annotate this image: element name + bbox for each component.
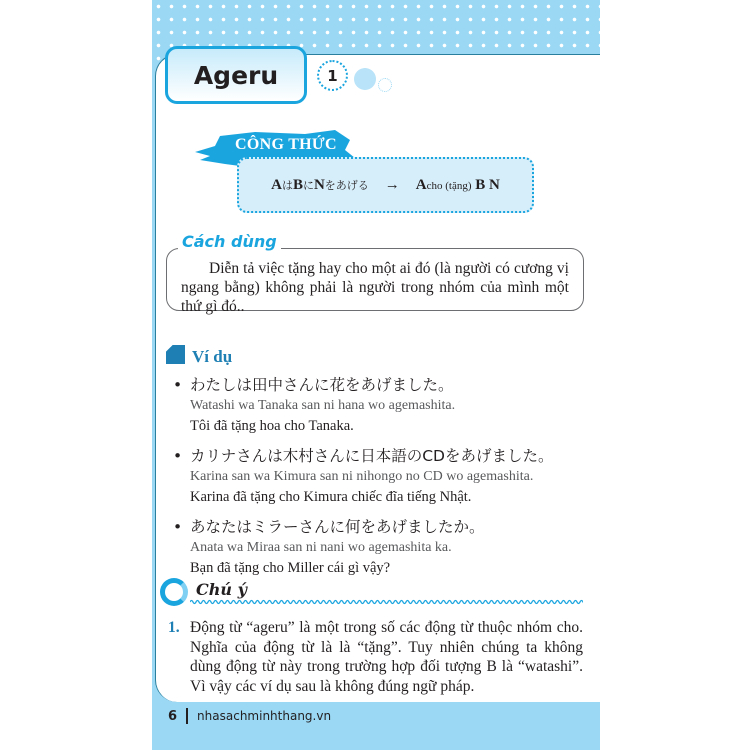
example-japanese: • あなたはミラーさんに何をあげましたか。 (173, 516, 583, 538)
decor-circle-dotted (378, 78, 392, 92)
wavy-divider (190, 598, 583, 606)
footer-divider (186, 708, 188, 724)
example-vietnamese: Karina đã tặng cho Kimura chiếc đĩa tiếng Nhật. (190, 489, 472, 505)
example-japanese: • カリナさんは木村さんに日本語のCDをあげました。 (173, 445, 583, 467)
examples-label: Ví dụ (192, 347, 233, 366)
note-label: Chú ý (196, 580, 247, 599)
lesson-title: Ageru (165, 46, 307, 104)
decor-circle (354, 68, 376, 90)
note-text: Động từ “ageru” là một trong số các động từ thuộc nhóm cho. Nghĩa của động từ là là “tặng”. Tuy nhiên chúng ta không dùng động từ này trong trường hợp đối tượng B là “watashi”. Vì vậy các ví dụ sau là không đúng ngữ pháp. (190, 619, 583, 695)
example-item (173, 516, 583, 578)
footer (168, 708, 331, 724)
note-number: 1. (168, 619, 180, 636)
usage-text: Diễn tả việc tặng hay cho một ai đó (là người có cương vị ngang bằng) không phải là người trong nhóm của mình một thứ gì đó.. (181, 260, 569, 315)
formula-left: AはBにNをあげる (271, 176, 369, 193)
example-romaji: Watashi wa Tanaka san ni hana wo agemashita. (190, 398, 456, 413)
usage-label: Cách dùng (178, 232, 281, 251)
arrow-icon: → (384, 176, 400, 193)
example-item (173, 374, 583, 436)
example-vietnamese: Bạn đã tặng cho Miller cái gì vậy? (190, 560, 391, 576)
example-vietnamese: Tôi đã tặng hoa cho Tanaka. (190, 418, 354, 434)
note-item (168, 618, 583, 696)
example-romaji: Karina san wa Kimura san ni nihongo no CD wo agemashita. (190, 469, 534, 484)
lesson-number: 1 (317, 60, 348, 91)
formula-right: Acho (tặng) B N (415, 176, 500, 193)
usage-box (166, 248, 584, 315)
formula-box (237, 157, 534, 213)
page-number: 6 (168, 708, 178, 724)
note-swirl-icon (160, 578, 188, 606)
example-japanese: • わたしは田中さんに花をあげました。 (173, 374, 583, 396)
example-romaji: Anata wa Miraa san ni nani wo agemashita ka. (190, 540, 452, 555)
formula-label: CÔNG THỨC (235, 136, 337, 153)
example-item (173, 445, 583, 507)
footer-website: nhasachminhthang.vn (197, 709, 332, 723)
